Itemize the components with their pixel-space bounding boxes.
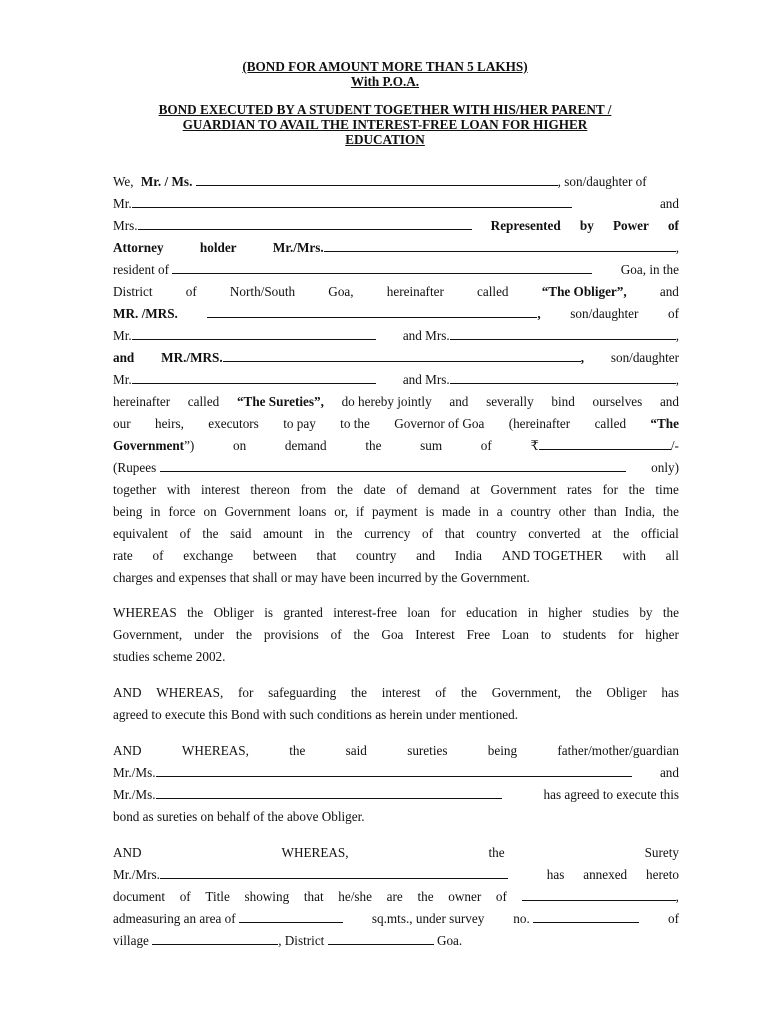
mother-name-field[interactable] (138, 218, 472, 230)
p2-text-line-1: WHEREAS the Obliger is granted interest-free loan for education in higher studies by the (113, 605, 679, 620)
p1-line-sureties: hereinafter called “The Sureties”, do hereby jointly and severally bind ourselves and (113, 394, 679, 409)
p1-text-line-1: together with interest thereon from the date of demand at Government rates for the time (113, 482, 679, 497)
property-owner-field[interactable] (522, 889, 676, 901)
surety1-mother-field[interactable] (450, 328, 676, 340)
guardian1-name-field[interactable] (156, 765, 632, 777)
p4-text-line-1: AND WHEREAS, the said sureties being father/mother/guardian (113, 743, 679, 758)
surety2-name-field[interactable] (223, 350, 581, 362)
p1-text-line-4: rate of exchange between that country and India AND TOGETHER with all (113, 548, 679, 563)
document-title: (BOND FOR AMOUNT MORE THAN 5 LAKHS) (242, 59, 528, 74)
heading-line-1: BOND EXECUTED BY A STUDENT TOGETHER WITH HIS/HER PARENT / (158, 102, 612, 117)
area-field[interactable] (239, 911, 343, 923)
p2-text-line-3: studies scheme 2002. (113, 649, 226, 664)
surety-name-field[interactable] (160, 867, 508, 879)
guardian2-name-field[interactable] (156, 787, 502, 799)
p1-line-heirs: our heirs, executors to pay to the Governor of Goa (hereinafter called “The (113, 416, 679, 431)
p4-line-mr-ms-2: Mr./Ms. has agreed to execute this (113, 787, 679, 802)
p1-line-mr-2: Mr. and Mrs. , (113, 328, 679, 343)
p1-line-rupees: (Rupees only) (113, 460, 679, 475)
p3-text-line-2: agreed to execute this Bond with such conditions as herein under mentioned. (113, 707, 519, 722)
p1-text-line-2: being in force on Government loans or, if payment is made in a country other than India, the (113, 504, 679, 519)
p1-line-resident: resident of Goa, in the (113, 262, 679, 277)
p5-line-village: village , District Goa. (113, 933, 463, 948)
p5-line-admeasuring: admeasuring an area of sq.mts., under survey no. of (113, 911, 679, 926)
p1-line-attorney: Attorney holder Mr./Mrs. , (113, 240, 679, 255)
p1-text-line-5: charges and expenses that shall or may have been incurred by the Government. (113, 570, 530, 585)
attorney-holder-name-field[interactable] (324, 240, 676, 252)
surety2-father-field[interactable] (132, 372, 376, 384)
p4-line-mr-ms: Mr./Ms. and (113, 765, 679, 780)
surety1-father-field[interactable] (132, 328, 376, 340)
heading-line-2: GUARDIAN TO AVAIL THE INTEREST-FREE LOAN FOR HIGHER (182, 117, 588, 132)
heading-line-3: EDUCATION (345, 132, 425, 147)
amount-words-field[interactable] (160, 460, 626, 472)
obliger-name-field[interactable] (196, 174, 558, 186)
p1-line-mrs: Mrs. Represented by Power of (113, 218, 679, 233)
district-field[interactable] (328, 933, 434, 945)
p1-line-mr-mrs-caps: MR. /MRS. , son/daughter of (113, 306, 679, 321)
p5-line-mr-mrs: Mr./Mrs. has annexed hereto (113, 867, 679, 882)
p1-line-we: We, Mr. / Ms. , son/daughter of (113, 174, 647, 189)
residence-field[interactable] (172, 262, 592, 274)
p1-line-district: District of North/South Goa, hereinafter called “The Obliger”, and (113, 284, 679, 299)
father-name-field[interactable] (132, 196, 572, 208)
p1-line-mr-3: Mr. and Mrs. , (113, 372, 679, 387)
p1-line-mr: Mr. and (113, 196, 679, 211)
p1-line-government: Government”) on demand the sum of ₹ /- (113, 438, 679, 453)
surety1-name-field[interactable] (207, 306, 537, 318)
p4-text-line-4: bond as sureties on behalf of the above Obliger. (113, 809, 365, 824)
p5-text-line-1: AND WHEREAS, the Surety (113, 845, 679, 860)
p2-text-line-2: Government, under the provisions of the Goa Interest Free Loan to students for higher (113, 627, 679, 642)
amount-figures-field[interactable] (539, 438, 671, 450)
survey-number-field[interactable] (533, 911, 639, 923)
document-subtitle: With P.O.A. (350, 74, 420, 89)
p5-line-document: document of Title showing that he/she are the owner of , (113, 889, 679, 904)
surety2-mother-field[interactable] (450, 372, 676, 384)
village-field[interactable] (152, 933, 278, 945)
p3-text-line-1: AND WHEREAS, for safeguarding the interest of the Government, the Obliger has (113, 685, 679, 700)
p1-line-and-caps: and MR./MRS. , son/daughter (113, 350, 679, 365)
p1-text-line-3: equivalent of the said amount in the currency of that country converted at the official (113, 526, 679, 541)
